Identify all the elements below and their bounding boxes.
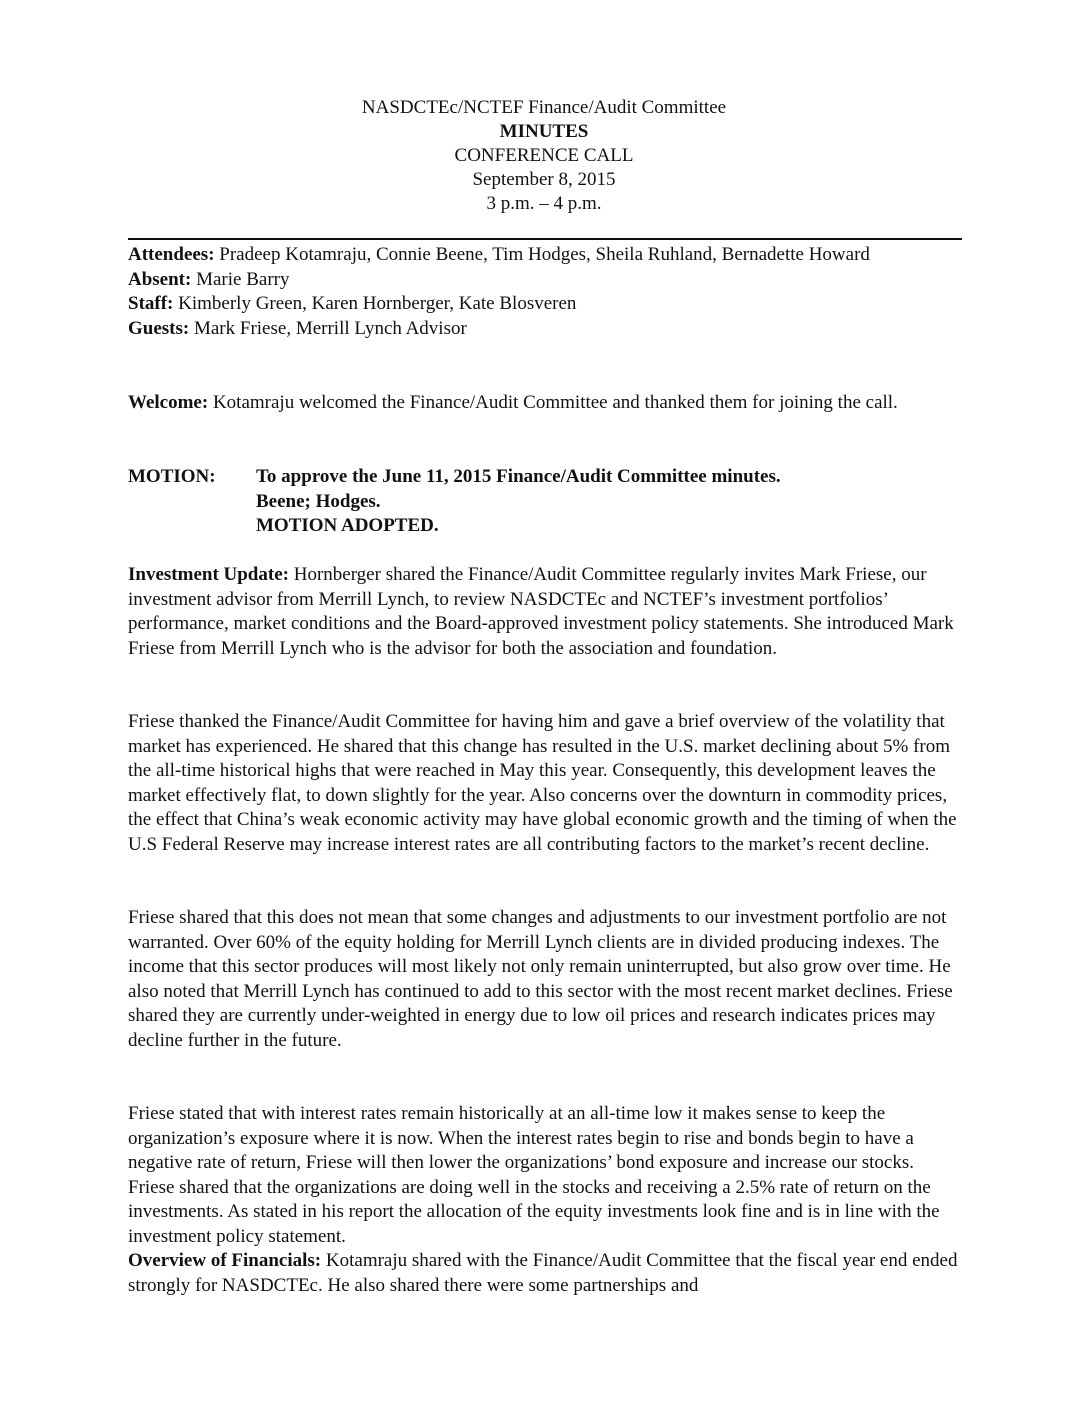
- staff-line: [128, 292, 962, 317]
- welcome-section: [128, 391, 962, 416]
- guests-label: Guests:: [128, 317, 190, 339]
- financials-overview-section: [128, 1249, 962, 1298]
- welcome-paragraph: [128, 391, 962, 416]
- motion-result: MOTION ADOPTED.: [256, 515, 439, 536]
- motion-label: MOTION:: [128, 466, 216, 487]
- attendance-section: [128, 243, 962, 341]
- investment-update-label: Investment Update:: [128, 564, 289, 585]
- document-header: [0, 96, 1088, 216]
- welcome-text: Kotamraju welcomed the Finance/Audit Committee and thanked them for joining the call.: [208, 392, 898, 413]
- motion-text: To approve the June 11, 2015 Finance/Audit Committee minutes.: [256, 466, 781, 487]
- header-divider: [128, 238, 962, 240]
- staff-label: Staff:: [128, 293, 174, 314]
- attendees-names: Pradeep Kotamraju, Connie Beene, Tim Hodges, Sheila Ruhland, Bernadette Howard: [214, 244, 870, 265]
- financials-overview-text: Kotamraju shared with the Finance/Audit Committee that the fiscal year end ended strongly for NASDCTEc. He also shared there were some partnerships and: [128, 1250, 958, 1296]
- financials-overview-paragraph: [128, 1249, 962, 1298]
- absent-label: Absent:: [128, 268, 192, 290]
- market-overview-section: [128, 710, 962, 857]
- financials-overview-label: Overview of Financials:: [128, 1250, 322, 1271]
- welcome-label: Welcome:: [128, 392, 209, 413]
- investment-update-paragraph: [128, 563, 962, 661]
- market-overview-paragraph: Friese thanked the Finance/Audit Committee for having him and gave a brief overview of the volatility that market has experienced. He shared that this change has resulted in the U.S. market declining about 5% from the all-time historical highs that were reached in May this year. Consequently, this development leaves the market effectively flat, to down slightly for the year. Also concerns over the downturn in commodity prices, the effect that China’s weak economic activity may have global economic growth and the timing of when the U.S Federal Reserve may increase interest rates are all contributing factors to the market’s recent decline.: [128, 711, 957, 855]
- portfolio-adjustments-section: [128, 906, 962, 1053]
- attendees-label: Attendees:: [128, 244, 215, 265]
- portfolio-adjustments-paragraph: Friese shared that this does not mean that some changes and adjustments to our investment portfolio are not warranted. Over 60% of the equity holding for Merrill Lynch clients are in divided producing indexes. The income that this sector produces will most likely not only remain uninterrupted, but also grow over time. He also noted that Merrill Lynch has continued to add to this sector with the most recent market declines. Friese shared they are currently under-weighted in energy due to low oil prices and research indicates prices may decline further in the future.: [128, 907, 953, 1051]
- meeting-date: September 8, 2015: [472, 169, 616, 190]
- interest-rates-paragraph: Friese stated that with interest rates remain historically at an all-time low it makes sense to keep the organization’s exposure where it is now. When the interest rates begin to rise and bonds begin to have a negative rate of return, Friese will then lower the organizations’ bond exposure and increase our stocks. Friese shared that the organizations are doing well in the stocks and receiving a 2.5% rate of return on the investments. As stated in his report the allocation of the equity investments look fine and is in line with the investment policy statement.: [128, 1103, 940, 1247]
- committee-title: NASDCTEc/NCTEF Finance/Audit Committee: [361, 97, 727, 118]
- guests-line: [128, 317, 962, 342]
- interest-rates-section: [128, 1102, 962, 1249]
- investment-update-section: [128, 563, 962, 661]
- absent-names: Marie Barry: [191, 268, 290, 290]
- meeting-type: CONFERENCE CALL: [454, 145, 634, 166]
- minutes-heading: MINUTES: [499, 121, 589, 142]
- motion-movers: Beene; Hodges.: [256, 490, 381, 512]
- investment-update-text: Hornberger shared the Finance/Audit Committee regularly invites Mark Friese, our investment advisor from Merrill Lynch, to review NASDCTEc and NCTEF’s investment portfolios’ performance, market conditions and the Board-approved investment policy statements. She introduced Mark Friese from Merrill Lynch who is the advisor for both the association and foundation.: [128, 564, 954, 659]
- staff-names: Kimberly Green, Karen Hornberger, Kate Blosveren: [173, 293, 577, 314]
- guests-names: Mark Friese, Merrill Lynch Advisor: [189, 317, 467, 339]
- meeting-time: 3 p.m. – 4 p.m.: [486, 193, 602, 214]
- attendees-line: [128, 243, 962, 268]
- absent-line: [128, 268, 962, 293]
- motion-section: [128, 465, 962, 539]
